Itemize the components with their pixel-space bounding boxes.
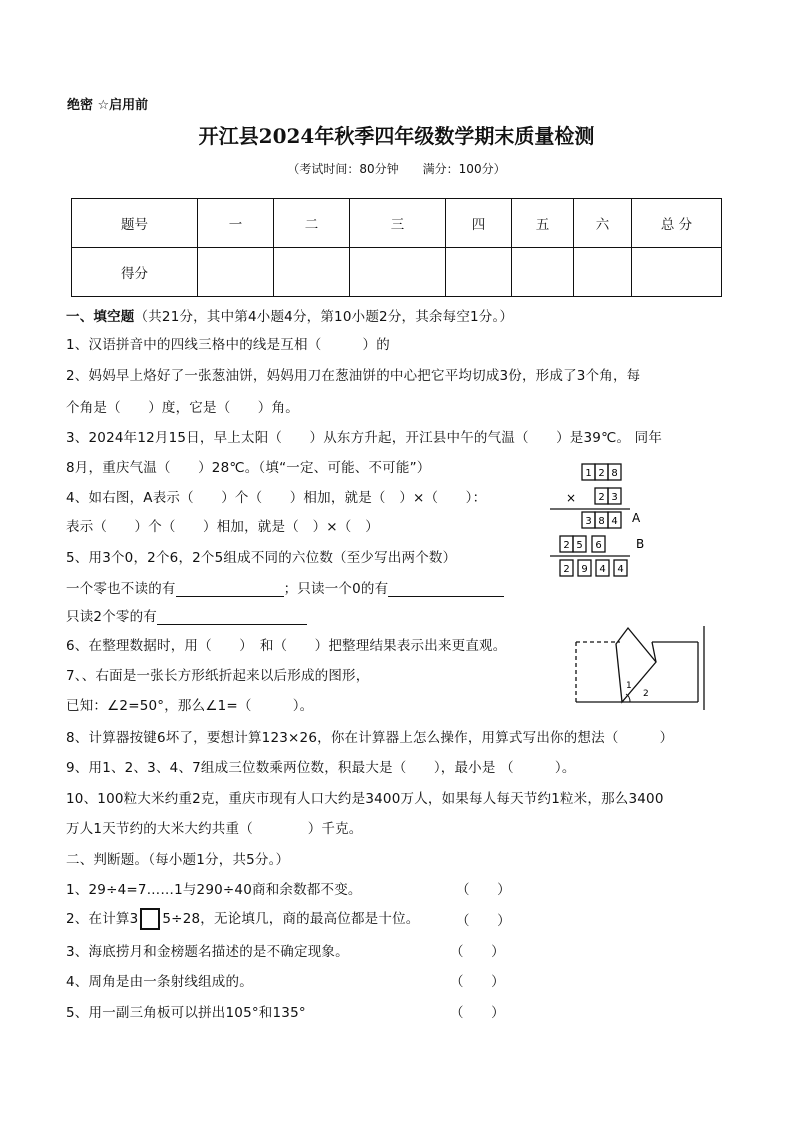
header-cell: 题号 <box>72 199 198 248</box>
digit: 5 <box>576 540 583 551</box>
question-1-3-line1: 3、2024年12月15日，早上太阳（ ）从东方升起，开江县中午的气温（ ）是39℃。 同年 <box>66 430 663 446</box>
question-2-5: 5、用一副三角板可以拼出105°和135° <box>66 1005 306 1021</box>
page-title: 开江县2024年秋季四年级数学期末质量检测 <box>198 124 595 148</box>
question-1-7-line2: 已知：∠2=50°，那么∠1=（ ）。 <box>66 698 314 714</box>
label-b: B <box>636 537 645 551</box>
header-cell: 六 <box>574 199 632 248</box>
score-cell[interactable] <box>446 248 512 297</box>
header-cell: 三 <box>350 199 446 248</box>
digit: 1 <box>585 468 592 479</box>
score-cell[interactable] <box>574 248 632 297</box>
digit: 6 <box>595 540 602 551</box>
digit: 3 <box>585 516 592 527</box>
digit: 8 <box>611 468 618 479</box>
section1-note: （共21分，其中第4小题4分，第10小题2分，其余每空1分。） <box>134 309 514 325</box>
question-1-6: 6、在整理数据时，用（ ） 和（ ）把整理结果表示出来更直观。 <box>66 638 507 654</box>
section2-heading: 二、判断题。（每小题1分，共5分。） <box>66 852 290 868</box>
answer-blank[interactable] <box>157 624 307 625</box>
score-table <box>71 198 722 297</box>
confidential-mark: 绝密 ☆启用前 <box>67 98 149 113</box>
question-2-4: 4、周角是由一条射线组成的。 <box>66 974 253 990</box>
header-cell: 一 <box>198 199 274 248</box>
digit: 3 <box>611 492 618 503</box>
multiplication-figure <box>540 458 680 588</box>
score-cell[interactable] <box>274 248 350 297</box>
multiplier-row <box>595 488 621 504</box>
digit: 4 <box>617 564 624 575</box>
header-cell: 四 <box>446 199 512 248</box>
question-1-10-line1: 10、100粒大米约重2克，重庆市现有人口大约是3400万人，如果每人每天节约1粒米，那么3400 <box>66 791 664 807</box>
fill-in-box[interactable] <box>140 908 160 930</box>
exam-info: （考试时间：80分钟 满分：100分） <box>287 162 506 176</box>
partial-product-b <box>560 536 605 552</box>
digit: 2 <box>598 468 605 479</box>
answer-paren[interactable]: （ ） <box>456 882 511 898</box>
digit: 9 <box>581 564 588 575</box>
question-1-3-line2: 8月，重庆气温（ ）28℃。（填“一定、可能、不可能”） <box>66 460 431 476</box>
score-table-score-row <box>72 248 722 297</box>
answer-blank[interactable] <box>176 596 284 597</box>
question-2-2 <box>66 907 419 930</box>
label-a: A <box>632 511 641 525</box>
header-cell: 总 分 <box>632 199 722 248</box>
question-1-4-line1: 4、如右图，A表示（ ）个（ ）相加，就是（ ）×（ ）： <box>66 490 487 506</box>
q5-label-one-zero: ；只读一个0的有 <box>283 581 389 597</box>
partial-product-a <box>582 512 621 528</box>
section1-heading <box>66 305 513 325</box>
digit: 8 <box>598 516 605 527</box>
question-1-2-line1: 2、妈妈早上烙好了一张葱油饼，妈妈用刀在葱油饼的中心把它平均切成3份，形成了3个角，每 <box>66 368 641 384</box>
question-1-10-line2: 万人1天节约的大米大约共重（ ）千克。 <box>66 821 363 837</box>
folded-paper-figure <box>570 622 710 712</box>
question-1-5-line1: 5、用3个0，2个6，2个5组成不同的六位数（至少写出两个数） <box>66 550 457 566</box>
question-1-7-line1: 7、、右面是一张长方形纸折起来以后形成的图形， <box>66 668 370 684</box>
digit: 4 <box>611 516 618 527</box>
digit: 2 <box>563 564 570 575</box>
header-cell: 五 <box>512 199 574 248</box>
question-2-3: 3、海底捞月和金榜题名描述的是不确定现象。 <box>66 944 349 960</box>
section1-title: 一、填空题 <box>66 309 135 325</box>
digit: 2 <box>598 492 605 503</box>
score-table-header-row <box>72 199 722 248</box>
digit: 4 <box>599 564 606 575</box>
answer-paren[interactable]: （ ） <box>450 944 505 960</box>
final-product <box>560 560 627 576</box>
q5-label-no-zero: 一个零也不读的有 <box>66 581 176 597</box>
answer-paren[interactable]: （ ） <box>456 913 511 929</box>
score-cell[interactable] <box>350 248 446 297</box>
angle-2-label: 2 <box>643 689 649 699</box>
question-1-9: 9、用1、2、3、4、7组成三位数乘两位数，积最大是（ ），最小是 （ ）。 <box>66 760 576 776</box>
q2-text-start: 2、在计算3 <box>66 911 139 927</box>
angle-1-label: 1 <box>626 681 632 691</box>
question-1-5-line2 <box>66 577 504 597</box>
q2-text-end: 5÷28，无论填几，商的最高位都是十位。 <box>162 911 420 927</box>
q5-label-two-zeros: 只读2个零的有 <box>66 609 157 625</box>
question-2-1: 1、29÷4=7……1与290÷40商和余数都不变。 <box>66 882 362 898</box>
multiplicand-row <box>582 464 621 480</box>
question-1-4-line2: 表示（ ）个（ ）相加，就是（ ）×（ ） <box>66 519 379 535</box>
question-1-2-line2: 个角是（ ）度，它是（ ）角。 <box>66 400 299 416</box>
answer-paren[interactable]: （ ） <box>450 974 505 990</box>
question-1-8: 8、计算器按键6坏了，要想计算123×26，你在计算器上怎么操作，用算式写出你的想法（ ） <box>66 730 674 746</box>
digit: 2 <box>563 540 570 551</box>
score-cell[interactable] <box>512 248 574 297</box>
score-cell[interactable] <box>632 248 722 297</box>
header-cell: 二 <box>274 199 350 248</box>
score-cell[interactable] <box>198 248 274 297</box>
times-sign: × <box>566 491 577 505</box>
answer-paren[interactable]: （ ） <box>450 1005 505 1021</box>
question-1-1: 1、汉语拼音中的四线三格中的线是互相（ ）的 <box>66 337 390 353</box>
score-label-cell: 得分 <box>72 248 198 297</box>
answer-blank[interactable] <box>388 596 504 597</box>
question-1-5-line3 <box>66 605 307 625</box>
